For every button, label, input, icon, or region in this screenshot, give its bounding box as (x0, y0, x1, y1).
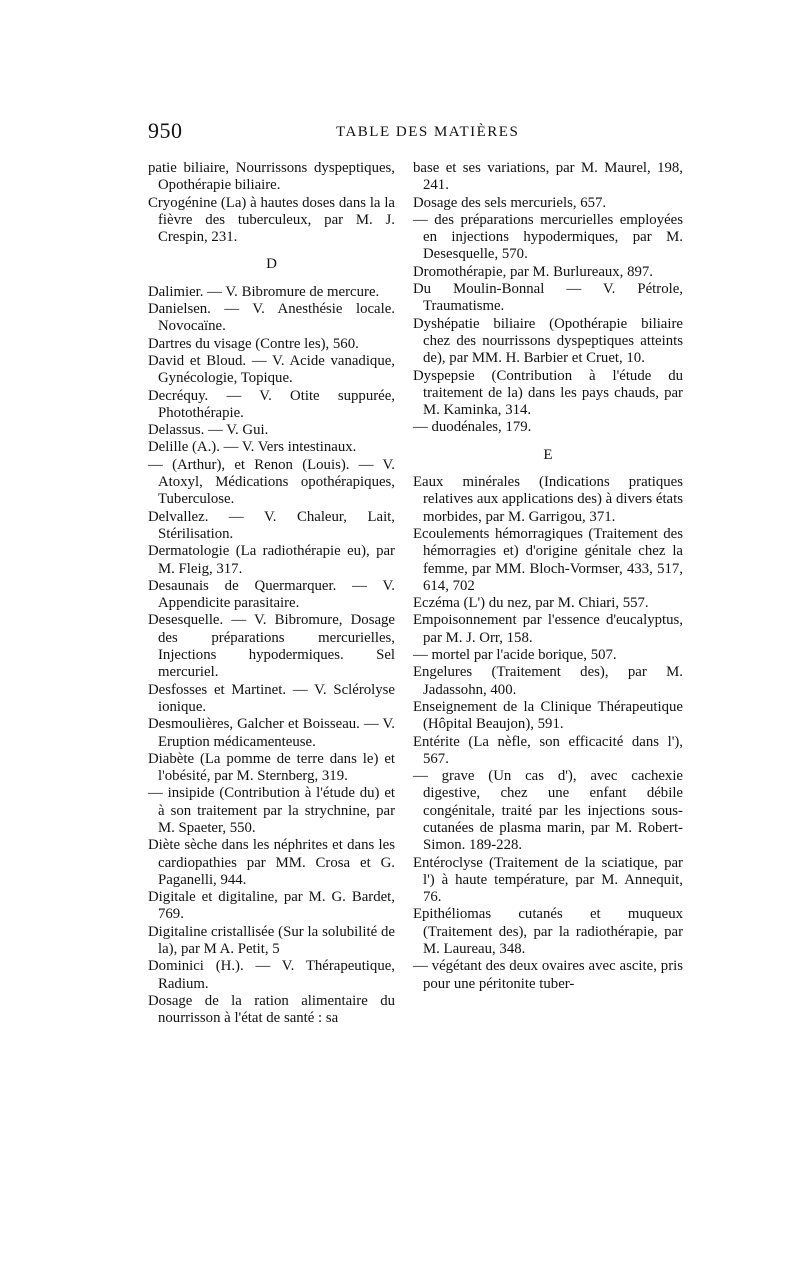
index-entry: Dominici (H.). — V. Thérapeutique, Radium. (148, 958, 395, 992)
section-letter: E (543, 446, 553, 463)
index-entry: base et ses variations, par M. Maurel, 198, 241. (413, 160, 683, 194)
index-entry: Enseignement de la Clinique Thérapeutique (Hôpital Beaujon), 591. (413, 698, 683, 733)
left-column (148, 160, 395, 1028)
index-entry: Du Moulin-Bonnal — V. Pétrole, Traumatisme. (413, 281, 683, 315)
index-entry: Dosage de la ration alimentaire du nourrisson à l'état de santé : sa (148, 992, 395, 1027)
index-entry: Danielsen. — V. Anesthésie locale. Novocaïne. (148, 301, 395, 335)
index-entry: Diabète (La pomme de terre dans le) et l'obésité, par M. Sternberg, 319. (148, 750, 395, 785)
index-entry: Diète sèche dans les néphrites et dans les cardiopathies par MM. Crosa et G. Paganelli, 944. (148, 837, 395, 888)
index-entry: Dyspepsie (Contribution à l'étude du traitement de la) dans les pays chauds, par M. Kaminka, 314. (413, 367, 683, 419)
index-entry: Digitaline cristallisée (Sur la solubilité de la), par M A. Petit, 5 (148, 923, 395, 958)
index-entry: Delvallez. — V. Chaleur, Lait, Stérilisation. (148, 508, 395, 542)
index-entry: Delassus. — V. Gui. (148, 422, 269, 439)
index-entry: Dartres du visage (Contre les), 560. (148, 335, 359, 352)
index-entry: Desesquelle. — V. Bibromure, Dosage des préparations mercurielles, Injections hypodermiques. Sel mercuriel. (148, 612, 395, 681)
index-entry: Cryogénine (La) à hautes doses dans la la fièvre des tuberculeux, par M. J. Crespin, 231. (148, 194, 395, 246)
index-entry: Dyshépatie biliaire (Opothérapie biliaire chez des nourrissons dyspeptiques atteints de), par MM. H. Barbier et Cruet, 10. (413, 315, 683, 367)
index-entry: Decréquy. — V. Otite suppurée, Photothérapie. (148, 387, 395, 421)
index-entry: Dalimier. — V. Bibromure de mercure. (148, 283, 380, 300)
index-entry: Digitale et digitaline, par M. G. Bardet, 769. (148, 889, 395, 923)
index-entry: Entérite (La nèfle, son efficacité dans l'), 567. (413, 733, 683, 767)
index-entry: Dermatologie (La radiothérapie eu), par M. Fleig, 317. (148, 543, 395, 577)
index-entry: Empoisonnement par l'essence d'eucalyptus, par M. J. Orr, 158. (413, 612, 683, 646)
right-column (413, 160, 683, 993)
index-entry: Entéroclyse (Traitement de la sciatique, par l') à haute température, par M. Annequit, 76. (413, 854, 683, 906)
index-entry: Epithéliomas cutanés et muqueux (Traitement des), par la radiothérapie, par M. Laureau, 348. (413, 906, 683, 958)
index-entry: — mortel par l'acide borique, 507. (413, 647, 617, 664)
index-entry: — (Arthur), et Renon (Louis). — V. Atoxyl, Médications opothérapiques, Tuberculose. (148, 456, 395, 508)
index-entry: — insipide (Contribution à l'étude du) et à son traitement par la strychnine, par M. Spaeter, 550. (148, 785, 395, 836)
index-entry: — grave (Un cas d'), avec cachexie digestive, chez une enfant débile congénitale, traité par les injections sous-cutanées de plasma marin, par M. Robert-Simon. 189-228. (413, 768, 683, 854)
index-entry: — duodénales, 179. (413, 419, 532, 436)
section-letter: D (266, 256, 277, 273)
running-title: TABLE DES MATIÈRES (336, 124, 520, 140)
index-entry: Engelures (Traitement des), par M. Jadassohn, 400. (413, 664, 683, 698)
index-entry: David et Bloud. — V. Acide vanadique, Gynécologie, Topique. (148, 352, 395, 387)
index-entry: Ecoulements hémorragiques (Traitement des hémorragies et) d'origine génitale chez la femme, par MM. Bloch-Vormser, 433, 517, 614, 702 (413, 525, 683, 594)
index-entry: patie biliaire, Nourrissons dyspeptiques, Opothérapie biliaire. (148, 160, 395, 194)
page-header (148, 118, 688, 148)
index-entry: Eczéma (L') du nez, par M. Chiari, 557. (413, 595, 649, 612)
index-entry: Delille (A.). — V. Vers intestinaux. (148, 439, 357, 456)
index-entry: Desaunais de Quermarquer. — V. Appendicite parasitaire. (148, 577, 395, 612)
index-entry: Eaux minérales (Indications pratiques relatives aux applications des) à divers états morbides, par M. Garrigou, 371. (413, 474, 683, 525)
index-entry: Dosage des sels mercuriels, 657. (413, 194, 607, 211)
index-entry: Desfosses et Martinet. — V. Sclérolyse ionique. (148, 681, 395, 715)
index-entry: Dromothérapie, par M. Burlureaux, 897. (413, 263, 653, 280)
index-entry: Desmoulières, Galcher et Boisseau. — V. Eruption médicamenteuse. (148, 716, 395, 750)
index-entry: — des préparations mercurielles employées en injections hypodermiques, par M. Desesquelle, 570. (413, 211, 683, 263)
index-entry: — végétant des deux ovaires avec ascite, pris pour une péritonite tuber- (413, 958, 683, 992)
page-number: 950 (148, 118, 183, 143)
